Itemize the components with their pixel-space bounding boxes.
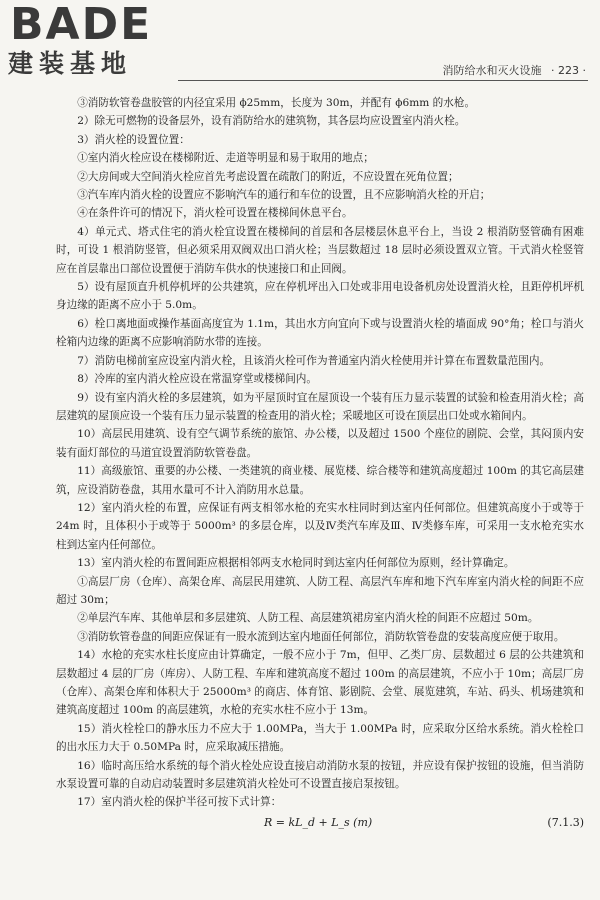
page-number: · 223 · [551, 64, 586, 77]
paragraph: 14）水枪的充实水柱长度应由计算确定，一般不应小于 7m，但甲、乙类厂房、层数超过 6 层的公共建筑和层数超过 4 层的厂房（库房）、人防工程、车库和建筑高度不超过 100m 的高层建筑，不应小于 10m；高层厂房（仓库）、高架仓库和体积大于 25000m³ 的商店、体育馆、影剧院、会堂、展览建筑，车站、码头、机场建筑和建筑高度超过 100m 的高层建筑，水枪的充实水柱不应小于 13m。 [56, 649, 584, 717]
paragraph: ②单层汽车库、其他单层和多层建筑、人防工程、高层建筑裙房室内消火栓的间距不应超过 50m。 [77, 612, 539, 625]
brand-logo: BADE [10, 0, 153, 50]
header-rule [178, 80, 588, 81]
paragraph: ③消防软管卷盘的间距应保证有一股水流到达室内地面任何部位，消防软管卷盘的安装高度应便于取用。 [77, 630, 565, 643]
formula-number: (7.1.3) [547, 815, 584, 829]
paragraph: 2）除无可燃物的设备层外，设有消防给水的建筑物，其各层均应设置室内消火栓。 [77, 115, 466, 128]
paragraph: ①高层厂房（仓库）、高架仓库、高层民用建筑、人防工程、高层汽车库和地下汽车库室内消火栓的间距不应超过 30m； [56, 575, 584, 606]
paragraph: 8）冷库的室内消火栓应设在常温穿堂或楼梯间内。 [77, 373, 317, 386]
paragraph: 3）消火栓的设置位置： [77, 133, 190, 146]
paragraph: 13）室内消火栓的布置间距应根据相邻两支水枪同时到达室内任何部位为原则，经计算确定。 [77, 557, 515, 570]
paragraph: 7）消防电梯前室应设室内消火栓，且该消火栓可作为普通室内消火栓使用并计算在布置数量范围内。 [77, 354, 551, 367]
running-title: 消防给水和灭火设施 [442, 64, 542, 77]
paragraph: 11）高级旅馆、重要的办公楼、一类建筑的商业楼、展览楼、综合楼等和建筑高度超过 100m 的其它高层建筑，应设消防卷盘，其用水量可不计入消防用水总量。 [56, 465, 584, 496]
page-header [0, 0, 600, 84]
running-head [437, 62, 586, 78]
body-text [56, 94, 584, 836]
formula [56, 814, 584, 836]
paragraph: 9）设有室内消火栓的多层建筑，如为平屋顶时宜在屋顶设一个装有压力显示装置的试验和检查用消火栓；高层建筑的屋顶应设一个装有压力显示装置的检查用的消火栓；采暖地区可设在顶层出口处或水箱间内。 [56, 391, 584, 422]
paragraph: 15）消火栓栓口的静水压力不应大于 1.00MPa，当大于 1.00MPa 时，应采取分区给水系统。消火栓栓口的出水压力大于 0.50MPa 时，应采取减压措施。 [56, 722, 584, 754]
paragraph: 5）设有屋顶直升机停机坪的公共建筑，应在停机坪出入口处或非用电设备机房处设置消火栓，且距停机坪机身边缘的距离不应小于 5.0m。 [56, 281, 584, 312]
paragraph: 16）临时高压给水系统的每个消火栓处应设直接启动消防水泵的按钮，并应设有保护按钮的设施，但当消防水泵设置可靠的自动启动装置时多层建筑消火栓处可不设置直接启泵按钮。 [56, 759, 584, 791]
paragraph: 17）室内消火栓的保护半径可按下式计算： [77, 796, 282, 809]
paragraph: ②大房间或大空间消火栓应首先考虑设置在疏散门的附近，不应设置在死角位置； [77, 170, 459, 183]
paragraph: 10）高层民用建筑、设有空气调节系统的旅馆、办公楼，以及超过 1500 个座位的剧院、会堂，其闷顶内安装有面灯部位的马道宜设置消防软管卷盘。 [56, 428, 584, 459]
paragraph: ④在条件许可的情况下，消火栓可设置在楼梯间休息平台。 [77, 207, 353, 220]
formula-expression: R = kL_d + L_s (m) [264, 815, 373, 829]
paragraph: 12）室内消火栓的布置，应保证有两支相邻水枪的充实水柱同时到达室内任何部位。但建筑高度小于或等于 24m 时，且体积小于或等于 5000m³ 的多层仓库，以及Ⅳ类汽车库及Ⅲ、Ⅳ类修车库，可采用一支水枪充实水柱到达室内任何部位。 [56, 501, 584, 551]
paragraph: 4）单元式、塔式住宅的消火栓宜设置在楼梯间的首层和各层楼层休息平台上，当设 2 根消防竖管确有困难时，可设 1 根消防竖管，但必须采用双阀双出口消火栓；当层数超过 18 层时必须设置双立管。干式消火栓竖管应在首层靠出口部位设置便于消防车供水的快速接口和止回阀。 [56, 225, 584, 275]
paragraph: ③汽车库内消火栓的设置应不影响汽车的通行和车位的设置，且不应影响消火栓的开启； [77, 189, 491, 202]
paragraph: 6）栓口离地面或操作基面高度宜为 1.1m，其出水方向宜向下或与设置消火栓的墙面成 90°角；栓口与消火栓箱内边缘的距离不应影响消防水带的连接。 [56, 317, 584, 349]
brand-subtitle: 建装基地 [8, 49, 133, 78]
paragraph: ③消防软管卷盘胶管的内径宜采用 ϕ25mm，长度为 30m，并配有 ϕ6mm 的水枪。 [77, 97, 476, 109]
paragraph: ①室内消火栓应设在楼梯附近、走道等明显和易于取用的地点； [77, 152, 374, 165]
